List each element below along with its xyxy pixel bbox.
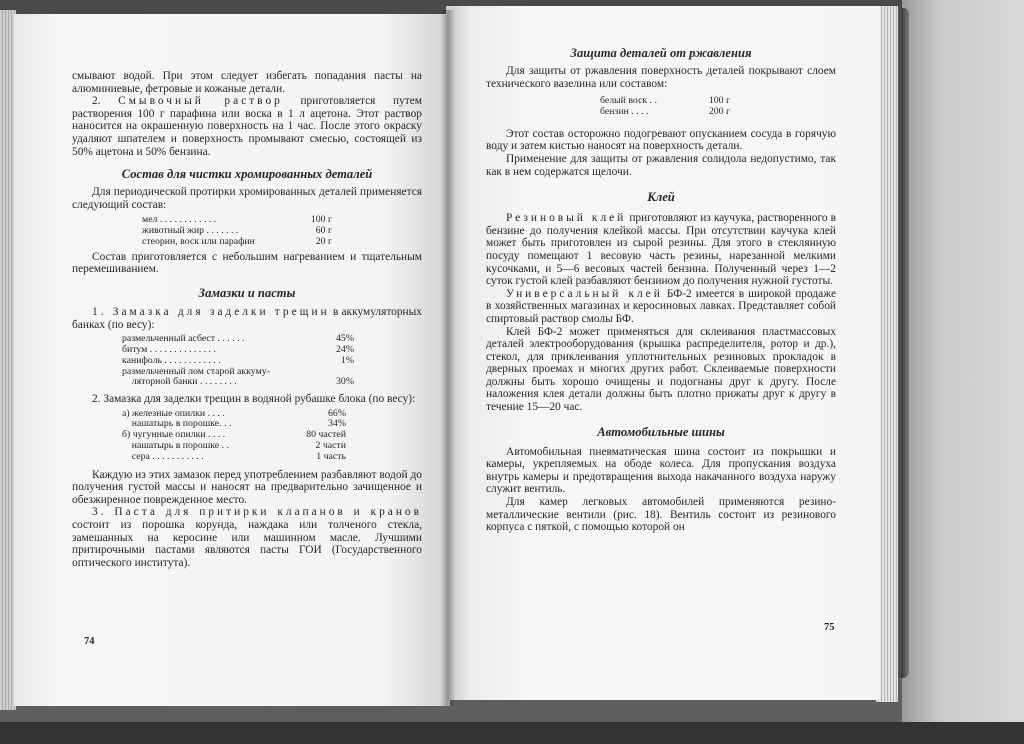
rubber-glue-paragraph: Резиновый клей приготовляют из каучука, растворенного в бензине до получения клейкой массы. При отсутствии каучука клей может быть приготовлен из сырой резины. Для этого в стеклянную посуду помещают 1 весовую часть резины, нарезанной мелкими кусочками, и 5—6 весовых частей бензина. Полученный через 1—2 суток густой клей разбавляют бензином до получения нужной густоты. [486,212,836,288]
rubber-glue-term: Резиновый клей [506,212,627,225]
washing-solution-term: Смывочный раствор [118,95,283,108]
recipe-ingredient: белый воск . . [600,95,657,107]
recipe-ingredient: мел . . . . . . . . . . . . [142,214,217,226]
recipe-quantity: 34% [328,418,346,430]
recipe-row [122,377,354,388]
recipe-quantity: 20 г [315,235,332,247]
glue-heading: Клей [647,190,675,205]
putty-outro: Каждую из этих замазок перед употреблением разбавляют водой до получения густой массы и наносят на предварительно зачищенное и обезжиренное поврежденное место. [72,468,422,506]
universal-glue-term: Универсальный клей [506,287,663,300]
recipe-quantity: 80 частей [306,429,346,441]
tires-paragraph-2: Для камер легковых автомобилей применяются резино-металлические вентили (рис. 18). Вентиль состоит из резинового корпуса с пяткой, с помощью которой он [486,496,836,534]
book-gutter-shadow [440,10,456,706]
scan-background-bottom [0,722,1024,744]
recipe-ingredient: ляторной банки . . . . . . . . [122,376,237,388]
recipe-ingredient: стеорин, воск или парафин [142,235,255,247]
chrome-recipe-list [142,215,332,247]
rust-paragraph-2: Применение для защиты от ржавления солидола недопустимо, так как в нем содержатся щелочи. [486,152,836,178]
recipe-ingredient: сера . . . . . . . . . . . [122,450,204,462]
scan-background-right [902,0,1024,744]
putty1-term: 1. Замазка для заделки трещин [92,305,330,318]
chrome-outro: Состав приготовляется с небольшим нагреванием и тщательным перемешиванием. [72,250,422,276]
recipe-quantity: 200 г [708,105,730,117]
recipe-ingredient: б) чугунные опилки . . . . [122,429,226,441]
rust-intro: Для защиты от ржавления поверхность деталей покрывают слоем технического вазелина или составом: [486,65,836,90]
chrome-intro: Для периодической протирки хромированных деталей применяется следующий состав: [72,186,422,211]
page-number-left: 74 [84,636,95,647]
paste3-term: 3. Паста для притирки клапанов и кранов [92,506,422,519]
washing-solution-paragraph: 2. Смывочный раствор приготовляется путем растворения 100 г парафина или воска в 1 л ацетона. Этот раствор наносится на окрашенную поверхность на 1 час. После этого окраску удаляют шпателем и поверхность промывают смесью, состоящей из 50% ацетона и 50% бензина. [72,95,423,158]
chrome-heading: Состав для чистки хромированных деталей [121,167,373,182]
rust-paragraph-1: Этот состав осторожно подогревают опусканием сосуда в горячую воду и затем кистью наносят на поверхность детали. [486,127,836,153]
recipe-quantity: 60 г [315,225,332,237]
recipe-ingredient: животный жир . . . . . . . [142,225,239,237]
intro-paragraph: смывают водой. При этом следует избегать попадания пасты на алюминиевые, фетровые и кожаные детали. [72,70,422,95]
recipe-row [142,237,332,248]
recipe-ingredient: битум . . . . . . . . . . . . . . [122,343,216,355]
recipe-row [122,452,346,463]
putty2-paragraph: 2. Замазка для заделки трещин в водяной рубашке блока (по весу): [92,393,416,406]
recipe-ingredient: нашатырь в порошке. . . [122,418,232,430]
recipe-row [122,356,354,367]
right-page [446,6,880,700]
recipe-quantity: 100 г [310,214,332,226]
recipe-ingredient: бензин . . . . [600,105,649,117]
recipe-quantity: 45% [336,333,354,345]
recipe-ingredient: канифоль . . . . . . . . . . . . [122,354,221,366]
paste3-paragraph: 3. Паста для притирки клапанов и кранов состоит из порошка корунда, наждака или толченого стекла, замешанных на керосине или машинном масле. Лучшими притирочными пастами являются пасты ГОИ (Государственного оптического института). [72,506,422,569]
putty-heading: Замазки и пасты [198,285,296,300]
recipe-ingredient: размельченный асбест . . . . . . [122,333,245,345]
recipe-quantity: 30% [336,376,354,388]
putty2-recipe-list [122,409,346,463]
page-number-right: 75 [824,622,835,633]
recipe-ingredient: размельченный лом старой аккуму- [122,365,270,377]
tires-heading: Автомобильные шины [597,424,725,439]
bf2-glue-paragraph: Клей БФ-2 может применяться для склеивания пластмассовых деталей электрооборудования (крышка распределителя, ротор и др.), стекол, для приклеивания уплотнительных резиновых прокладок в дверных проемах и многих других работ. Склеиваемые поверхности должны быть хорошо очищены и подогнаны друг к другу. После наложения клея детали должны быть плотно прижаты друг к другу в течение 15—20 час. [486,325,836,414]
recipe-quantity: 1% [340,354,354,366]
universal-glue-paragraph: Универсальный клей БФ-2 имеется в широкой продаже в хозяйственных магазинах и керосиновых лавках. Представляет собой спиртовый раствор смолы БФ. [486,287,836,325]
recipe-quantity: 2 части [315,440,346,452]
putty1-paragraph: 1. Замазка для заделки трещин в аккумуляторных банках (по весу): [72,305,422,331]
recipe-quantity: 100 г [708,95,730,107]
rust-recipe-list [600,96,730,118]
recipe-quantity: 1 часть [316,450,346,462]
recipe-ingredient: нашатырь в порошке . . [122,440,229,452]
rust-heading: Защита деталей от ржавления [570,46,752,60]
putty1-recipe-list [122,334,354,388]
recipe-ingredient: а) железные опилки . . . . [122,407,225,419]
recipe-quantity: 66% [328,407,346,419]
left-page [14,14,450,706]
tires-paragraph-1: Автомобильная пневматическая шина состоит из покрышки и камеры, укрепляемых на ободе колеса. Для пропускания воздуха внутрь камеры и предотвращения выхода накачанного воздуха наружу служит вентиль. [486,445,836,496]
recipe-quantity: 24% [336,343,354,355]
recipe-row [600,107,730,118]
